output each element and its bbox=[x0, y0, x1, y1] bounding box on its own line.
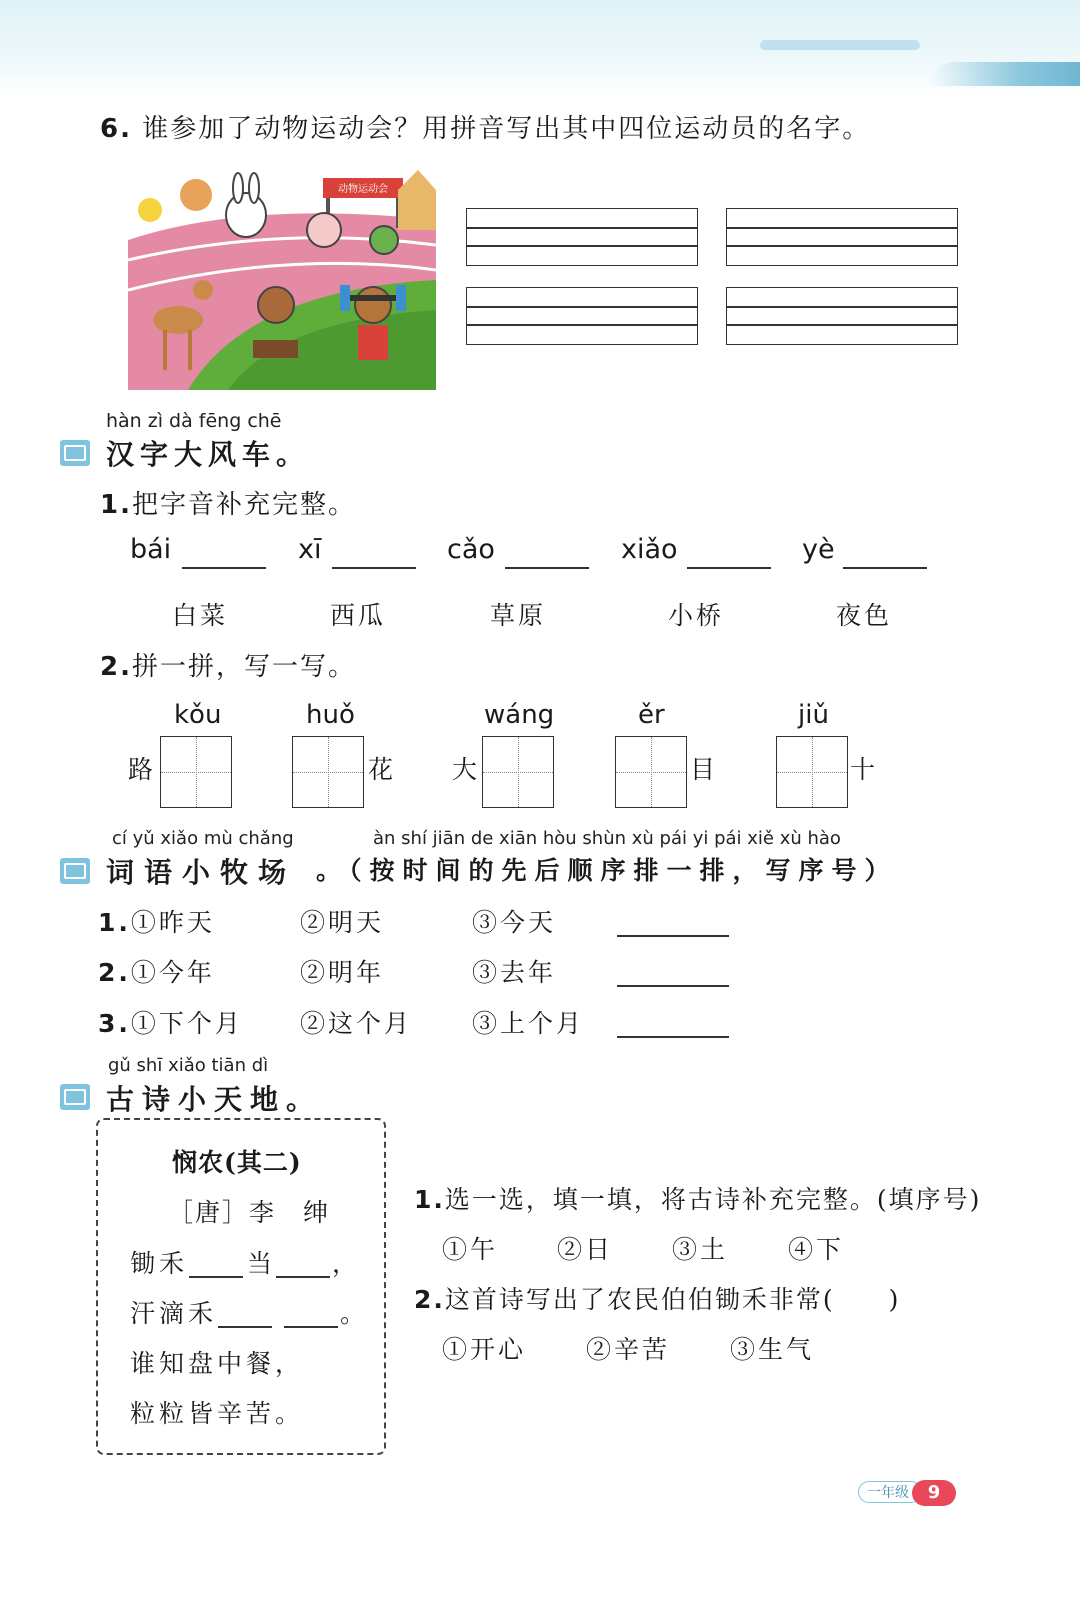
writing-grid-4[interactable] bbox=[615, 736, 687, 808]
answer-box-2[interactable] bbox=[726, 208, 958, 266]
sec3-q1-option-4: ④下 bbox=[788, 1235, 845, 1264]
sec2-answer-2[interactable] bbox=[617, 985, 729, 987]
sports-meet-illustration bbox=[128, 170, 436, 390]
sec2-row-3: 3.①下个月 bbox=[98, 1009, 243, 1038]
pinyin-blank-2[interactable] bbox=[332, 567, 416, 569]
sec2-row-1-b: ②明天 bbox=[300, 908, 385, 937]
poem-line1-a: 锄禾 bbox=[130, 1249, 189, 1278]
frog bbox=[370, 226, 398, 254]
sign-text: 动物运动会 bbox=[338, 184, 388, 195]
pinyin-blank-1[interactable] bbox=[182, 567, 266, 569]
grid-pinyin-2: huǒ bbox=[306, 700, 355, 730]
sec2-row-2: 2.①今年 bbox=[98, 958, 215, 987]
pinyin-blank-4[interactable] bbox=[687, 567, 771, 569]
sec2-row-2-c: ③去年 bbox=[472, 958, 557, 987]
grid-after-5: 十 bbox=[850, 755, 879, 784]
writing-grid-3[interactable] bbox=[482, 736, 554, 808]
poem-line3: 谁知盘中餐， bbox=[130, 1349, 305, 1378]
section-four-badge bbox=[60, 1084, 90, 1110]
sec2-title-a: 词语小牧场 bbox=[106, 856, 297, 889]
poem-line1-b: 当 bbox=[247, 1249, 277, 1278]
poem-blank-3[interactable] bbox=[218, 1326, 272, 1328]
writing-grid-5[interactable] bbox=[776, 736, 848, 808]
grid-pinyin-1: kǒu bbox=[174, 700, 222, 730]
sec3-pinyin: gǔ shī xiǎo tiān dì bbox=[108, 1055, 269, 1076]
header-decoration bbox=[0, 0, 1080, 100]
chick bbox=[138, 198, 162, 222]
pinyin-blank-3[interactable] bbox=[505, 567, 589, 569]
poem-line1-c: ， bbox=[332, 1249, 362, 1278]
poem-blank-2[interactable] bbox=[276, 1276, 330, 1278]
pinyin-4: xiǎo bbox=[621, 534, 678, 565]
pinyin-1: bái bbox=[130, 534, 172, 565]
poem-title: 悯农(其二) bbox=[172, 1148, 302, 1177]
page-number-tag bbox=[858, 1481, 958, 1505]
sec1-pinyin: hàn zì dà fēng chē bbox=[106, 410, 282, 432]
sec3-q2-option-3: ③生气 bbox=[730, 1335, 815, 1364]
answer-box-1[interactable] bbox=[466, 208, 698, 266]
word-5: 夜色 bbox=[836, 601, 893, 630]
sec2-answer-1[interactable] bbox=[617, 935, 729, 937]
q6-text: 谁参加了动物运动会？用拼音写出其中四位运动员的名字。 bbox=[142, 114, 871, 144]
sec1-q1-title: 1.把字音补充完整。 bbox=[100, 490, 356, 520]
answer-box-3[interactable] bbox=[466, 287, 698, 345]
monkey bbox=[258, 287, 294, 323]
word-2: 西瓜 bbox=[330, 601, 387, 630]
poem-blank-4[interactable] bbox=[284, 1326, 338, 1328]
answer-box-4[interactable] bbox=[726, 287, 958, 345]
word-1: 白菜 bbox=[172, 601, 229, 630]
pinyin-5: yè bbox=[802, 534, 835, 565]
pinyin-blank-5[interactable] bbox=[843, 567, 927, 569]
sec2-title-b: 。（按时间的先后顺序排一排，写序号） bbox=[316, 856, 898, 885]
word-4: 小桥 bbox=[668, 601, 725, 630]
deer bbox=[153, 306, 203, 334]
rabbit bbox=[226, 193, 266, 237]
sec3-q2-title: 2.这首诗写出了农民伯伯锄禾非常( ) bbox=[414, 1285, 901, 1314]
sec2-pinyin-b: àn shí jiān de xiān hòu shùn xù pái yi pái xiě xù hào bbox=[373, 828, 841, 849]
grid-before-1: 路 bbox=[128, 755, 157, 784]
section-two-badge bbox=[60, 858, 90, 884]
pinyin-3: cǎo bbox=[447, 534, 495, 565]
sec3-q2-option-1: ①开心 bbox=[442, 1335, 527, 1364]
sec1-q2-title: 2.拼一拼，写一写。 bbox=[100, 652, 356, 682]
sec2-row-2-b: ②明年 bbox=[300, 958, 385, 987]
writing-grid-2[interactable] bbox=[292, 736, 364, 808]
sec3-title: 古诗小天地。 bbox=[106, 1083, 323, 1116]
sec2-row-1: 1.①昨天 bbox=[98, 908, 215, 937]
sec3-q1-option-1: ①午 bbox=[442, 1235, 499, 1264]
sec1-title: 汉字大风车。 bbox=[106, 438, 311, 471]
poem-blank-1[interactable] bbox=[189, 1276, 243, 1278]
sec2-pinyin-a: cí yǔ xiǎo mù chǎng bbox=[112, 828, 294, 849]
sec3-q1-option-3: ③土 bbox=[672, 1235, 729, 1264]
sec2-answer-3[interactable] bbox=[617, 1036, 729, 1038]
grid-after-4: 目 bbox=[690, 755, 719, 784]
page-number: 9 bbox=[912, 1480, 956, 1506]
sec2-row-1-c: ③今天 bbox=[472, 908, 557, 937]
pig bbox=[307, 213, 341, 247]
sec3-q1-option-2: ②日 bbox=[557, 1235, 614, 1264]
pinyin-2: xī bbox=[298, 534, 322, 565]
sec2-row-3-c: ③上个月 bbox=[472, 1009, 585, 1038]
word-3: 草原 bbox=[490, 601, 547, 630]
poem-author: ［唐］李 绅 bbox=[168, 1198, 331, 1227]
grid-before-3: 大 bbox=[452, 755, 481, 784]
poem-line2-c: 。 bbox=[340, 1299, 370, 1328]
grade-label: 一年级 bbox=[858, 1481, 922, 1503]
grid-pinyin-3: wáng bbox=[484, 700, 555, 730]
q6-number: 6. bbox=[100, 114, 132, 144]
cat bbox=[180, 179, 212, 211]
grid-pinyin-5: jiǔ bbox=[798, 700, 829, 730]
q6-title bbox=[100, 108, 870, 145]
sec2-row-3-b: ②这个月 bbox=[300, 1009, 413, 1038]
poem-line2-a: 汗滴禾 bbox=[130, 1299, 218, 1328]
writing-grid-1[interactable] bbox=[160, 736, 232, 808]
sec3-q2-option-2: ②辛苦 bbox=[586, 1335, 671, 1364]
grid-after-2: 花 bbox=[368, 755, 397, 784]
section-one-badge bbox=[60, 440, 90, 466]
grid-pinyin-4: ěr bbox=[638, 700, 665, 730]
sec3-q1-title: 1.选一选，填一填，将古诗补充完整。(填序号) bbox=[414, 1185, 982, 1214]
poem-line4: 粒粒皆辛苦。 bbox=[130, 1399, 305, 1428]
bear bbox=[355, 287, 391, 323]
